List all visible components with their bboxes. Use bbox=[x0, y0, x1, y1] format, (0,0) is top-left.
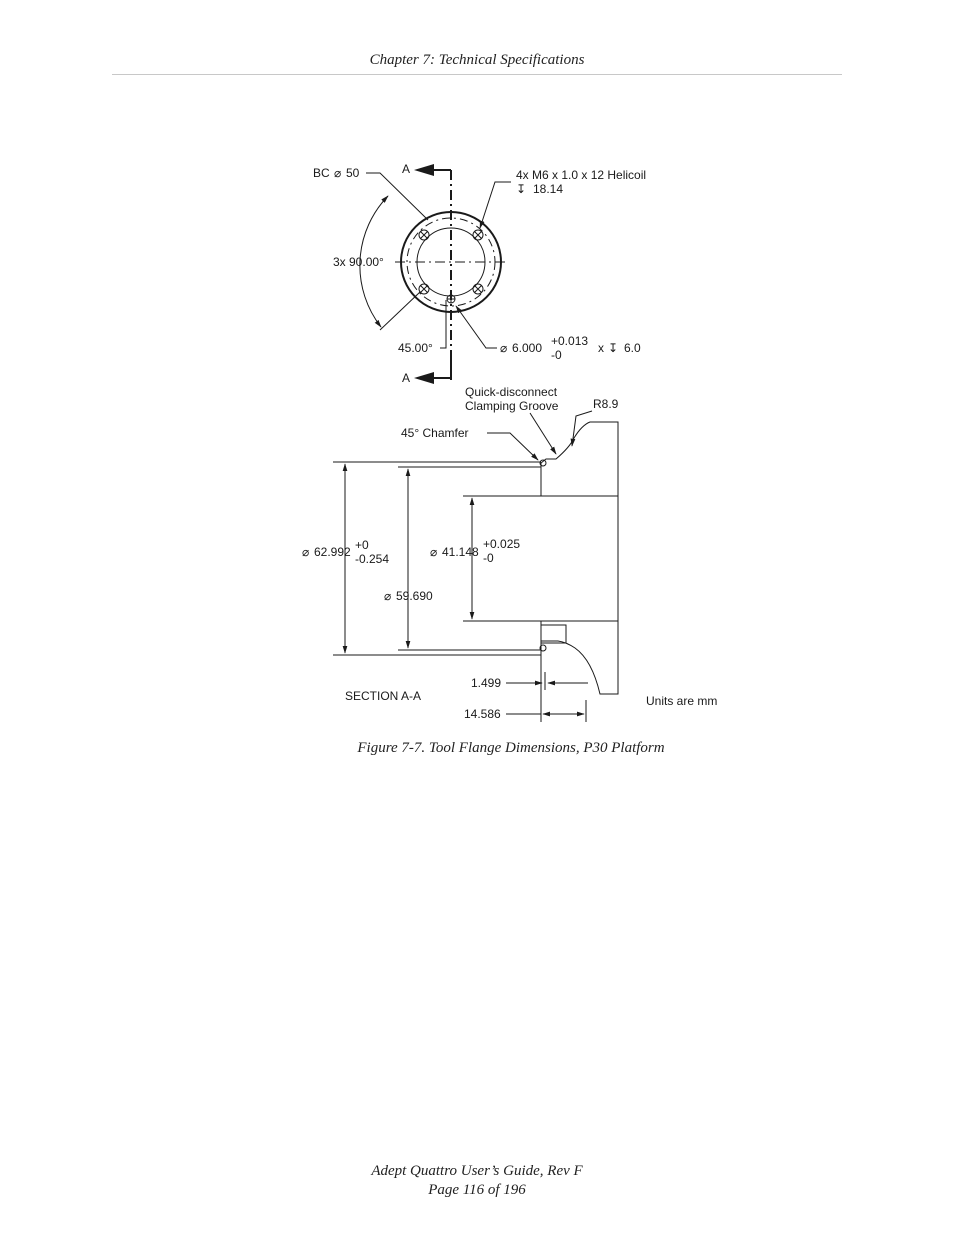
angle-45-leader bbox=[440, 300, 446, 348]
diameter-symbol: ⌀ bbox=[500, 341, 508, 355]
bc-leader bbox=[366, 173, 428, 220]
bore-tol-plus: +0.025 bbox=[483, 537, 521, 551]
bore-tol-minus: -0 bbox=[483, 551, 494, 565]
radius-label: R8.9 bbox=[593, 397, 619, 411]
helicoil-hole bbox=[419, 284, 429, 294]
chamfer-leader bbox=[487, 433, 538, 460]
helicoil-hole bbox=[473, 284, 483, 294]
mid-diameter: 59.690 bbox=[396, 589, 433, 603]
outer-diameter: 62.992 bbox=[314, 545, 351, 559]
page-footer bbox=[0, 1162, 954, 1200]
footer-page-number: Page 116 of 196 bbox=[428, 1182, 526, 1198]
page-header-title: Chapter 7: Technical Specifications bbox=[369, 52, 585, 68]
diameter-symbol: ⌀ bbox=[384, 589, 392, 603]
axial-extension-lines bbox=[541, 660, 586, 722]
bore-void bbox=[541, 496, 619, 621]
angle-45-extension bbox=[380, 292, 420, 330]
units-note: Units are mm bbox=[646, 694, 718, 708]
groove-leader bbox=[530, 413, 556, 454]
pin-depth-x: x bbox=[598, 341, 604, 355]
groove-label-line2: Clamping Groove bbox=[465, 399, 559, 413]
pin-leader bbox=[456, 306, 497, 348]
top-view bbox=[313, 162, 646, 385]
pin-depth: 6.0 bbox=[624, 341, 641, 355]
section-title: SECTION A-A bbox=[345, 689, 422, 703]
chamfer-label: 45° Chamfer bbox=[401, 426, 469, 440]
pin-tolerance-plus: +0.013 bbox=[551, 334, 589, 348]
diameter-symbol: ⌀ bbox=[430, 545, 438, 559]
dim-1499-label: 1.499 bbox=[471, 676, 502, 690]
pin-counterbore bbox=[541, 625, 566, 643]
section-view bbox=[302, 385, 717, 722]
pin-diameter: 6.000 bbox=[512, 341, 543, 355]
helicoil-callout: 4x M6 x 1.0 x 12 Helicoil bbox=[516, 168, 647, 182]
groove-label-line1: Quick-disconnect bbox=[465, 385, 558, 399]
diameter-symbol: ⌀ bbox=[302, 545, 310, 559]
bore-diameter: 41.148 bbox=[442, 545, 479, 559]
bc-value: 50 bbox=[346, 166, 360, 180]
bc-label: BC bbox=[313, 166, 330, 180]
helicoil-hole bbox=[419, 230, 429, 240]
angle-3x90-label: 3x 90.00° bbox=[333, 255, 384, 269]
dim-14586-label: 14.586 bbox=[464, 707, 501, 721]
footer-guide-title: Adept Quattro User’s Guide, Rev F bbox=[371, 1163, 583, 1179]
diameter-symbol: ⌀ bbox=[334, 166, 342, 180]
section-label-bottom: A bbox=[402, 371, 411, 385]
section-label-top: A bbox=[402, 162, 411, 176]
outer-tol-minus: -0.254 bbox=[355, 552, 390, 566]
helicoil-hole bbox=[473, 230, 483, 240]
helicoil-leader bbox=[480, 182, 511, 228]
helicoil-depth: 18.14 bbox=[533, 182, 564, 196]
pin-tolerance-minus: -0 bbox=[551, 348, 562, 362]
angle-45-label: 45.00° bbox=[398, 341, 433, 355]
outer-tol-plus: +0 bbox=[355, 538, 369, 552]
depth-symbol: ↧ bbox=[516, 182, 527, 196]
depth-symbol: ↧ bbox=[608, 341, 619, 355]
radius-leader bbox=[572, 411, 592, 446]
figure-caption: Figure 7-7. Tool Flange Dimensions, P30 Platform bbox=[357, 740, 665, 756]
